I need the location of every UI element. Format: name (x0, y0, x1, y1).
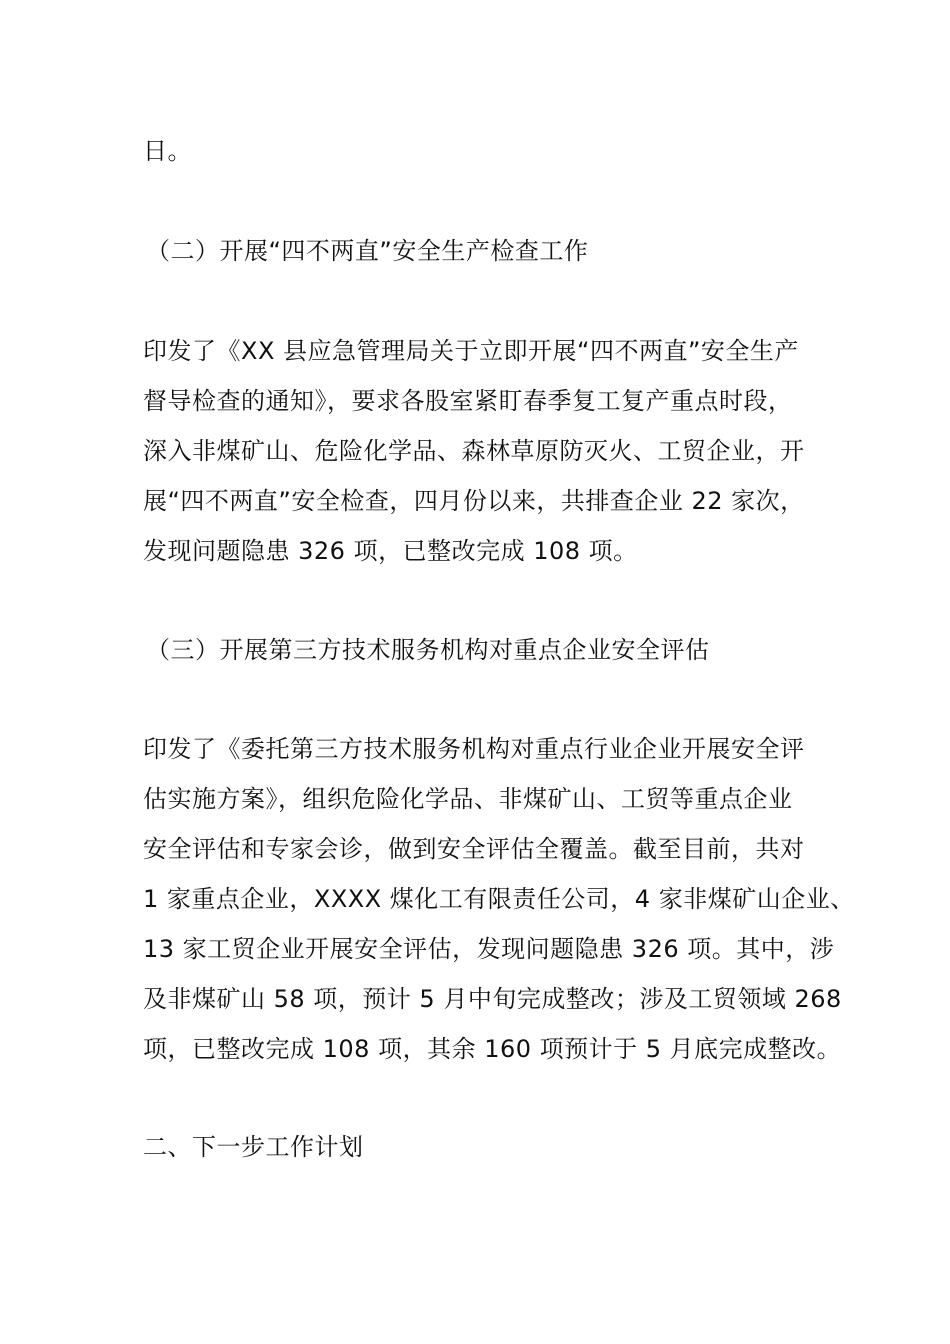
paragraph-line: 发现问题隐患 326 项，已整改完成 108 项。 (143, 537, 638, 565)
paragraph-line: 项，已整改完成 108 项，其余 160 项预计于 5 月底完成整改。 (143, 1035, 842, 1063)
paragraph-line: 安全评估和专家会诊，做到安全评估全覆盖。截至目前，共对 (143, 835, 805, 863)
section-heading-3: （三）开展第三方技术服务机构对重点企业安全评估 (146, 636, 710, 664)
paragraph-line: 估实施方案》，组织危险化学品、非煤矿山、工贸等重点企业 (143, 785, 793, 813)
paragraph-line: 13 家工贸企业开展安全评估，发现问题隐患 326 项。其中，涉 (143, 935, 835, 963)
paragraph-line: 印发了《委托第三方技术服务机构对重点行业企业开展安全评 (143, 735, 805, 763)
paragraph-line: 1 家重点企业，XXXX 煤化工有限责任公司，4 家非煤矿山企业、 (143, 885, 855, 913)
section-heading-2: （二）开展“四不两直”安全生产检查工作 (146, 237, 589, 265)
paragraph-line: 展“四不两直”安全检查，四月份以来，共排查企业 22 家次， (143, 487, 805, 515)
text-fragment: 日。 (143, 137, 192, 165)
paragraph-line: 及非煤矿山 58 项，预计 5 月中旬完成整改；涉及工贸领域 268 (143, 985, 842, 1013)
paragraph-line: 深入非煤矿山、危险化学品、森林草原防灭火、工贸企业，开 (143, 437, 805, 465)
section-heading-next-plan: 二、下一步工作计划 (143, 1133, 364, 1161)
paragraph-line: 印发了《XX 县应急管理局关于立即开展“四不两直”安全生产 (143, 337, 799, 365)
paragraph-line: 督导检查的通知》，要求各股室紧盯春季复工复产重点时段， (143, 387, 793, 415)
